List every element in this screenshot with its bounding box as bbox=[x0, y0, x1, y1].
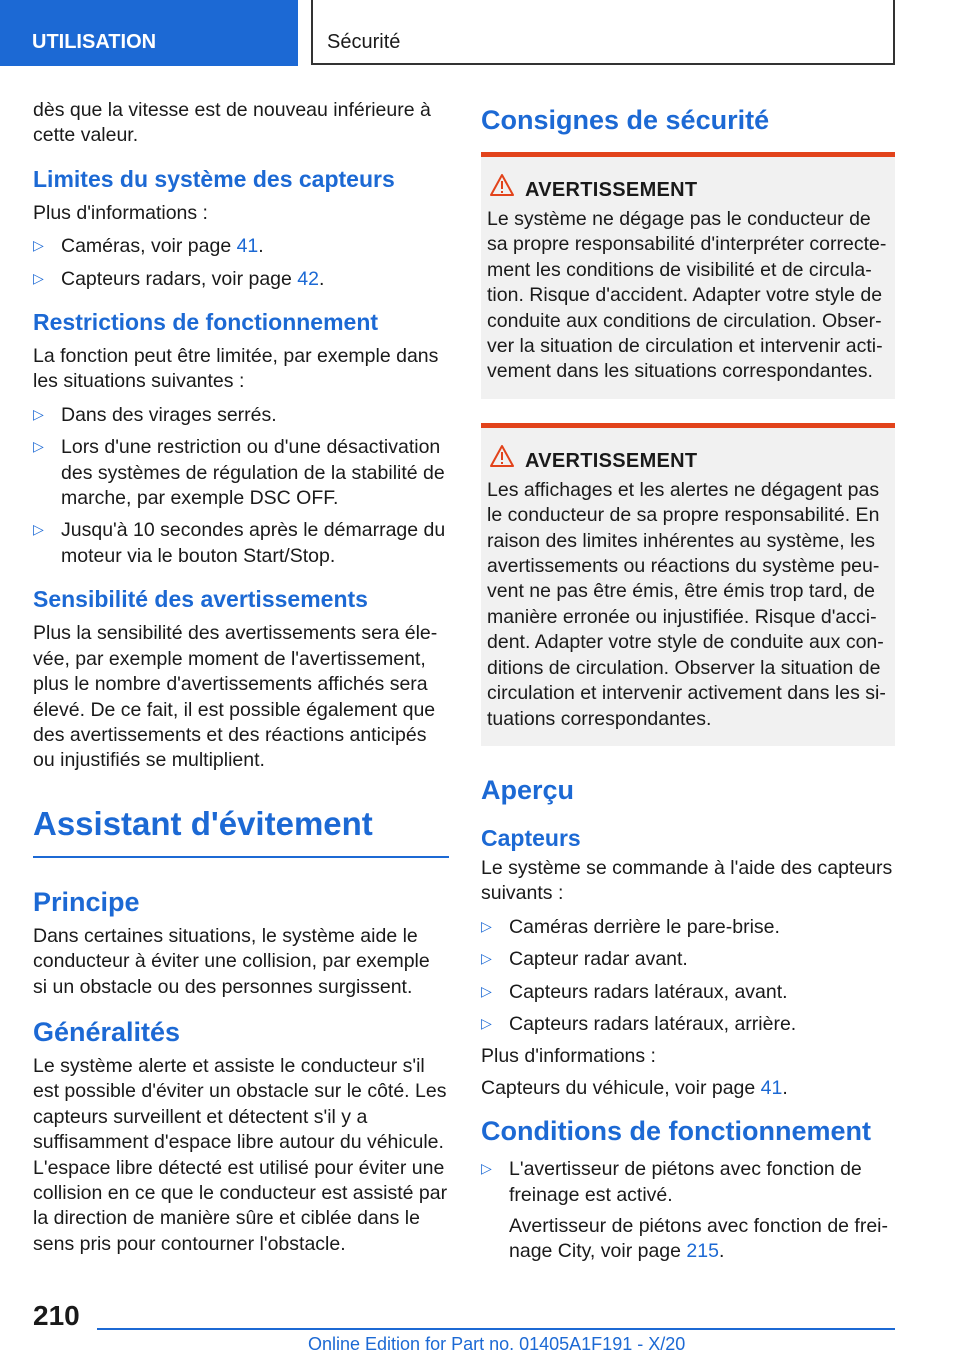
page-link[interactable]: 41 bbox=[760, 1076, 783, 1099]
list-item: ▷ Jusqu'à 10 secondes après le démarrage du moteur via le bouton Start/Stop. bbox=[33, 519, 446, 567]
conditions-sub: Avertisseur de piétons avec fonction de freinage City, voir page 215. bbox=[509, 1214, 889, 1263]
warning-text: Le système ne dégage pas le conducteur de sa propre responsabilité d'interpréter correctement les conditions de visibilité et de circulation. Risque d'accident. Adapter votre style de conduite aux conditions de circulation. Observer la situation de circulation et intervenir activement dans les situations correspondantes. bbox=[487, 208, 887, 383]
sensors-intro: Le système se commande à l'aide des capteurs suivants : bbox=[481, 856, 893, 905]
sensors-more: Plus d'informations : bbox=[481, 1045, 656, 1068]
triangle-bullet-icon: ▷ bbox=[481, 1160, 492, 1177]
list-item: ▷ Lors d'une restriction ou d'une désactivation des systèmes de régulation de la stabilité de marche, par exemple DSC OFF. bbox=[33, 436, 445, 510]
triangle-bullet-icon: ▷ bbox=[33, 438, 44, 455]
restrictions-list bbox=[33, 403, 449, 569]
triangle-bullet-icon: ▷ bbox=[33, 405, 44, 422]
header-topic: Sécurité bbox=[311, 0, 895, 65]
triangle-bullet-icon: ▷ bbox=[33, 521, 44, 538]
chapter-title: Assistant d'évitement bbox=[33, 804, 449, 858]
restrictions-intro: La fonction peut être limitée, par exemple dans les situations suivantes : bbox=[33, 345, 439, 393]
triangle-bullet-icon: ▷ bbox=[481, 982, 492, 999]
list-item: ▷ Dans des virages serrés. bbox=[33, 403, 277, 426]
list-item: ▷ Capteurs radars, voir page 42. bbox=[33, 267, 325, 290]
principle-text: Dans certaines situations, le système aide le conducteur à éviter une collision, par exemple si un obstacle ou des personnes surgissent. bbox=[33, 924, 430, 998]
triangle-bullet-icon: ▷ bbox=[481, 917, 492, 934]
sensitivity-text: Plus la sensibilité des avertissements sera élevée, par exemple moment de l'avertissement, plus le nombre d'avertissements affichés sera élevé. De ce fait, il est possible également que des avertissements et des réactions anticipés ou injustifiés se multiplient. bbox=[33, 622, 438, 772]
overview-heading: Aperçu bbox=[481, 774, 575, 805]
list-item: ▷ Capteur radar avant. bbox=[481, 948, 688, 971]
warning-box bbox=[481, 152, 895, 399]
triangle-bullet-icon: ▷ bbox=[33, 237, 44, 254]
list-item: ▷ L'avertisseur de piétons avec fonction de freinage est activé. Avertisseur de piétons avec fonction de freinage City, voir page 215. bbox=[481, 1157, 895, 1265]
right-column bbox=[481, 98, 895, 1272]
list-item: ▷ Capteurs radars latéraux, arrière. bbox=[481, 1012, 797, 1035]
safety-heading: Consignes de sécurité bbox=[481, 105, 770, 135]
warning-text: Les affichages et les alertes ne dégagent pas le conducteur de sa propre responsabilité. En raison des limites inhérentes au système, les avertissements ou réactions du système peuvent ne pas être émis, être émis trop tard, de manière erronée ou injustifiée. Risque d'accident. Adapter votre style de conduite aux conditions de circulation. Observer la situation de circulation et intervenir activement dans les situations correspondantes. bbox=[487, 478, 886, 730]
left-column bbox=[33, 98, 449, 1267]
page-link[interactable]: 215 bbox=[686, 1240, 719, 1263]
footer-edition: Online Edition for Part no. 01405A1F191 - X/20 bbox=[308, 1334, 686, 1354]
warning-triangle-icon bbox=[489, 173, 515, 197]
page-number: 210 bbox=[33, 1300, 80, 1331]
restrictions-heading: Restrictions de fonctionnement bbox=[33, 309, 379, 336]
triangle-bullet-icon: ▷ bbox=[33, 269, 44, 286]
conditions-list bbox=[481, 1157, 895, 1265]
sensors-heading: Capteurs bbox=[481, 824, 581, 851]
warning-label: AVERTISSEMENT bbox=[525, 449, 698, 472]
footer-divider bbox=[97, 1328, 895, 1330]
header-section: UTILISATION bbox=[0, 0, 298, 66]
list-item: ▷ Caméras derrière le pare-brise. bbox=[481, 915, 780, 938]
intro-paragraph: dès que la vitesse est de nouveau inférieure à cette valeur. bbox=[33, 99, 431, 147]
sensitivity-heading: Sensibilité des avertissements bbox=[33, 586, 368, 613]
warning-triangle-icon bbox=[489, 444, 515, 468]
triangle-bullet-icon: ▷ bbox=[481, 1014, 492, 1031]
list-item: ▷ Caméras, voir page 41. bbox=[33, 235, 264, 258]
triangle-bullet-icon: ▷ bbox=[481, 950, 492, 967]
conditions-heading: Conditions de fonctionnement bbox=[481, 1116, 871, 1147]
page-link[interactable]: 41 bbox=[236, 235, 259, 258]
page-link[interactable]: 42 bbox=[297, 267, 319, 290]
sensors-ref: Capteurs du véhicule, voir page 41. bbox=[481, 1076, 788, 1099]
warning-label: AVERTISSEMENT bbox=[525, 179, 698, 201]
warning-box bbox=[481, 423, 895, 746]
principle-heading: Principe bbox=[33, 886, 140, 917]
limits-more: Plus d'informations : bbox=[33, 201, 208, 224]
general-heading: Généralités bbox=[33, 1016, 181, 1047]
general-text: Le système alerte et assiste le conducteur s'il est possible d'éviter un obstacle sur le côté. Les capteurs surveillent et détectent s'il y a suffisamment d'espace libre autour du véhicule. L'espace libre détecté est utilisé pour éviter une collision en ce que le conducteur est assisté par la direction de manière sûre et ciblée dans le sens pris pour contourner l'obstacle. bbox=[33, 1054, 448, 1255]
list-item: ▷ Capteurs radars latéraux, avant. bbox=[481, 980, 788, 1003]
limits-list bbox=[33, 234, 449, 292]
limits-heading: Limites du système des capteurs bbox=[33, 165, 395, 192]
sensors-list bbox=[481, 915, 895, 1038]
